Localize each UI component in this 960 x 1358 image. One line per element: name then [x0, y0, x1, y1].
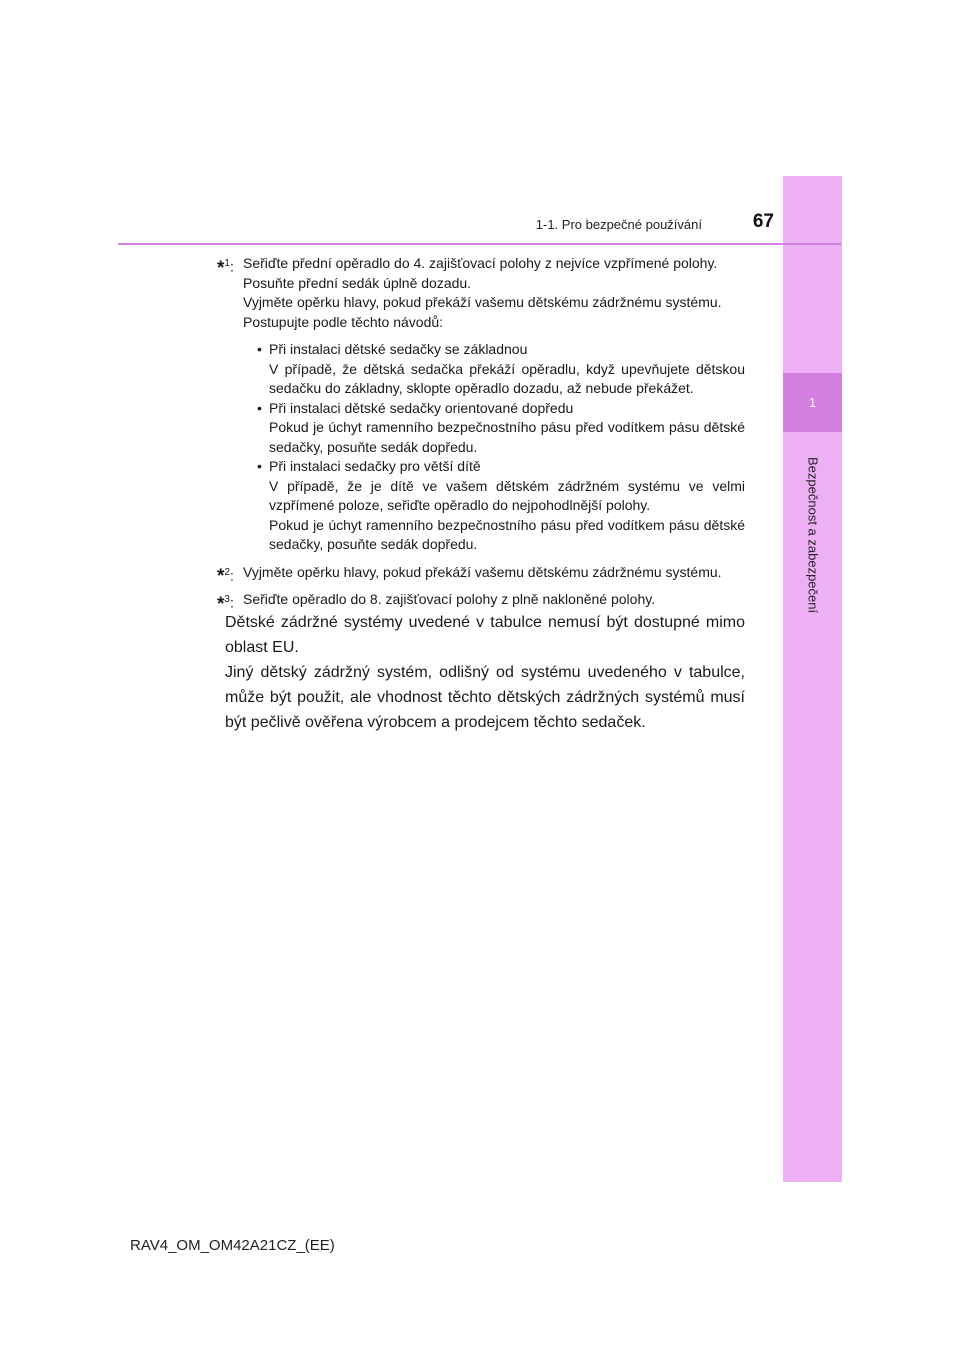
list-item-text: V případě, že je dítě ve vašem dětském zádržném systému ve velmi vzpřímené poloze, seřiďte opěradlo do nejpohodlnější polohy.: [269, 477, 745, 513]
bullet-marker: •: [257, 399, 262, 416]
asterisk: *: [217, 566, 225, 588]
footnote-3-marker: *$^3$:: [217, 593, 234, 615]
footnote-index: 3: [224, 594, 230, 605]
footnote-1-line: Posuňte přední sedák úplně dozadu.: [243, 274, 472, 291]
list-item-text: Pokud je úchyt ramenního bezpečnostního pásu před vodítkem pásu dětské sedačky, posuňte sedák dopředu.: [269, 516, 745, 552]
asterisk: *: [217, 593, 225, 615]
page-number: 67: [752, 211, 774, 232]
body-paragraph-2: Jiný dětský zádržný systém, odlišný od systému uvedeného v tabulce, může být použit, ale vhodnost těchto dětských zádržných systémů musí být pečlivě ověřena výrobcem a prodejcem těchto sedaček.: [225, 663, 745, 731]
list-item-text: V případě, že dětská sedačka překáží opěradlu, když upevňujete dětskou sedačku do základny, sklopte opěradlo dozadu, až nebude překážet.: [269, 360, 745, 396]
chapter-title: Bezpečnost a zabezpečení: [805, 456, 821, 614]
footnote-1-line: Postupujte podle těchto návodů:: [243, 313, 444, 330]
header-section-title: 1-1. Pro bezpečné používání: [535, 217, 702, 232]
list-item-title: Při instalaci dětské sedačky orientované dopředu: [269, 399, 574, 416]
footnote-2: [217, 563, 745, 588]
bullet-marker: •: [257, 341, 262, 357]
footnote-2-text: Vyjměte opěrku hlavy, pokud překáží vašemu dětskému zádržnému systému.: [243, 563, 722, 580]
list-item: [257, 399, 745, 458]
chapter-number: 1: [808, 395, 817, 410]
bullet-marker: •: [257, 458, 262, 474]
asterisk: *: [217, 257, 225, 279]
chapter-number-badge: [783, 373, 842, 432]
footnote-1-marker: *$^1$:: [217, 257, 234, 279]
list-item: [257, 340, 745, 399]
list-item-title: Při instalaci sedačky pro větší dítě: [269, 458, 481, 474]
list-item-text: Pokud je úchyt ramenního bezpečnostního pásu před vodítkem pásu dětské sedačky, posuňte sedák dopředu.: [269, 419, 745, 455]
document-code: RAV4_OM_OM42A21CZ_(EE): [130, 1237, 335, 1254]
footnote-2-marker: *$^2$:: [217, 566, 234, 588]
footnote-1-line: Seřiďte přední opěradlo do 4. zajišťovací polohy z nejvíce vzpřímené polohy.: [243, 255, 718, 271]
chapter-side-tab: [783, 176, 842, 1182]
footnote-3-text: Seřiďte opěradlo do 8. zajišťovací polohy z plně nakloněné polohy.: [243, 591, 656, 607]
list-item: [257, 457, 745, 555]
header-rule: [118, 243, 841, 245]
footnote-index: 1: [224, 258, 230, 269]
page-content: [217, 254, 745, 735]
list-item-title: Při instalaci dětské sedačky se základnou: [269, 341, 528, 357]
instruction-list: [243, 340, 745, 555]
body-paragraph-1: Dětské zádržné systémy uvedené v tabulce nemusí být dostupné mimo oblast EU.: [225, 613, 745, 656]
footnote-1: [217, 254, 745, 555]
footnote-1-line: Vyjměte opěrku hlavy, pokud překáží vašemu dětskému zádržnému systému.: [243, 294, 722, 310]
footnote-index: 2: [224, 566, 230, 578]
chapter-title-area: [785, 435, 841, 635]
footnote-3: [217, 590, 745, 615]
